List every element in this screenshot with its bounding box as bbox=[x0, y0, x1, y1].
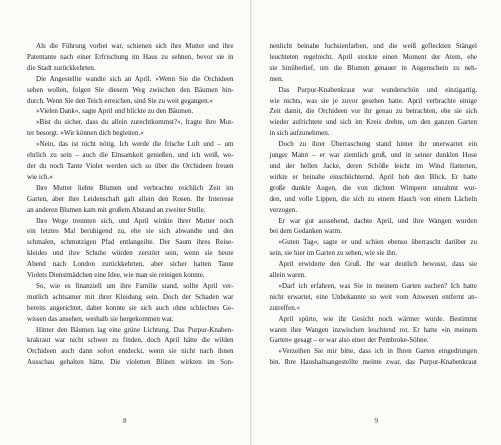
right-page-text bbox=[270, 41, 478, 368]
text-line: große dunkle Augen, die von dichten Wimpern umrahmt wur- bbox=[269, 183, 477, 192]
text-line: »Guten Tag«, sagte er und schien ebenso überrascht darüber zu bbox=[278, 238, 477, 247]
text-line: Das Purpur-Knabenkraut war wunderschön und einzigartig, bbox=[278, 85, 477, 94]
text-line: Die Angestellte wandte sich an April. »Wenn Sie die Orchideen bbox=[36, 74, 234, 83]
text-line: Abend nach London zurückkehrten, aber sicher hatten Tante bbox=[27, 260, 234, 269]
text-line: und der hellen Jacke, deren Schöße leicht im Wind flatterten, bbox=[269, 161, 477, 170]
text-line: »Bist du sicher, dass du allein zurechtkommst?«, fragte ihre Mut- bbox=[36, 118, 234, 127]
text-line: April erwiderte den Gruß. Ihr war deutlich bewusst, dass sie bbox=[278, 260, 477, 269]
text-line: Doch zu ihrer Überraschung stand hinter ihr unerwartet ein bbox=[278, 140, 477, 149]
text-line: den, und volle Lippen, die sich zu einem Hauch von einem Lächeln bbox=[269, 194, 477, 203]
right-page bbox=[252, 0, 501, 445]
text-line: Zeit damit, die Orchideen vor ihr genau zu betrachten, ehe sie sich bbox=[269, 107, 477, 116]
left-page-number: 8 bbox=[123, 417, 127, 425]
text-line: sein, sie hier im Garten zu sehen, wie sie ihn. bbox=[269, 249, 398, 258]
text-line: Orchideen auch dann sofort entdeckt, wenn sie nicht nach ihnen bbox=[27, 347, 234, 356]
text-line: schmalen, schmutzigen Pfad entlangeilte. Der Saum ihres Reise- bbox=[27, 238, 234, 247]
text-line: ter besorgt. »Wir können dich begleiten.« bbox=[27, 129, 144, 138]
text-line: Hinter den Bäumen lag eine grüne Lichtung. Das Purpur-Knaben- bbox=[36, 325, 234, 334]
text-line: bei dem Gedanken warm. bbox=[269, 227, 342, 236]
text-line: wieder aufrichtete und sich im Kreis drehte, um den ganzen Garten bbox=[269, 118, 477, 127]
text-line: wissen das ansehen, weshalb sie hergekommen war. bbox=[27, 314, 174, 323]
text-line: leuchteten regelrecht. April stockte einen Moment der Atem, ehe bbox=[269, 52, 477, 61]
text-line: ehrlich zu sein – auch die Einsamkeit genießen, und ich weiß, we- bbox=[27, 151, 234, 160]
text-line: men. bbox=[269, 74, 284, 83]
text-line: ein letztes Mal beruhigend zu, ehe sie sich abwandte und den bbox=[27, 227, 234, 236]
text-line: »Vielen Dank«, sagte April und blickte zu den Bäumen. bbox=[36, 107, 194, 116]
text-line: So, wie es finanziell um ihre Familie stand, sollte April ver- bbox=[36, 281, 234, 290]
text-line: wie nichts, was sie je zuvor gesehen hatte. April verbrachte einige bbox=[269, 96, 477, 105]
text-line: bereits angerichtet, daher konnte sie sich auch ohne schlechtes Ge- bbox=[27, 303, 234, 312]
text-line: nenlicht beinahe fuchsienfarben, und die weiß gefleckten Stängel bbox=[269, 42, 477, 50]
text-line: Patentante nach einer Erfrischung im Haus zu sehnen, bevor sie in bbox=[27, 52, 234, 61]
text-line: kleides und ihre Schuhe würden zerstört sein, wenn sie heute bbox=[27, 249, 234, 258]
text-line: der du noch Tante Violet werden sich so über die Orchideen freuen bbox=[27, 161, 234, 170]
text-line: in sich aufzunehmen. bbox=[269, 129, 330, 138]
text-line: nicht erwartet, eine Unbekannte so weit vom Anwesen entfernt an- bbox=[269, 292, 477, 301]
text-line: Ihre Wege trennten sich, und April winkte ihrer Mutter noch bbox=[36, 216, 234, 225]
text-line: krakraut war nicht schwer zu finden, doch April hätte die wilden bbox=[27, 336, 234, 345]
text-line: Als die Führung vorbei war, schienen sich ihre Mutter und ihre bbox=[36, 42, 234, 50]
text-line: bin. Ihre Haushaltsangestellte meinte zwar, das Purpur-Knabenkraut bbox=[269, 358, 477, 367]
text-line: zutreffen.« bbox=[269, 303, 301, 312]
left-page-text bbox=[27, 41, 234, 368]
right-page-number: 9 bbox=[374, 417, 378, 425]
text-line: wie ich.« bbox=[27, 172, 53, 181]
text-line: mutlich achtsamer mit ihrer Kleidung sein. Doch der Schaden war bbox=[27, 292, 234, 301]
text-line: »Nein, das ist nicht nötig. Ich werde die frische Luft und – um bbox=[36, 140, 234, 149]
text-line: Ihre Mutter liebte Blumen und verbrachte reichlich Zeit im bbox=[36, 183, 234, 192]
text-line: durch. Wenn Sie den Teich erreichen, sind Sie zu weit gegangen.« bbox=[27, 96, 213, 105]
text-line: Garten« gesagt – er war also einer der Pembroke-Söhne. bbox=[269, 336, 429, 345]
text-line: sehen wollen, folgen Sie diesem Weg zwischen den Bäumen hin- bbox=[27, 85, 234, 94]
text-line: Er war gut aussehend, dachte April, und ihre Wangen wurden bbox=[278, 216, 477, 225]
text-line: »Darf ich erfahren, was Sie in meinem Garten suchen? Ich hatte bbox=[278, 281, 477, 290]
text-line: waren ihre Wangen inzwischen leuchtend rot. Er hatte »in meinem bbox=[269, 325, 477, 334]
text-line: allein waren. bbox=[269, 271, 306, 280]
text-line: Violets Dienstmädchen eine Idee, wie man sie reinigen konnte. bbox=[27, 271, 205, 280]
text-line: verzogen. bbox=[269, 205, 298, 214]
book-gutter bbox=[250, 0, 251, 445]
text-line: an anderen Blumen kam mit großem Abstand an zweiter Stelle. bbox=[27, 205, 206, 214]
text-line: die Stadt zurückkehrten. bbox=[27, 63, 96, 72]
left-page bbox=[0, 0, 250, 445]
text-line: wirkte er beinahe einschüchternd. April hob den Blick. Er hatte bbox=[269, 172, 477, 181]
text-line: Ausschau gehalten hätte. Die violetten Blüten wirkten im Son- bbox=[27, 358, 234, 367]
text-line: April spürte, wie ihr Gesicht noch wärmer wurde. Bestimmt bbox=[278, 314, 477, 323]
text-line: »Verzeihen Sie mir bitte, dass ich in Ihren Garten eingedrungen bbox=[278, 347, 477, 356]
text-line: sie hinüberlief, um die Blumen genauer in Augenschein zu neh- bbox=[269, 63, 477, 72]
text-line: junger Mann – er war ziemlich groß, und in seiner dunklen Hose bbox=[269, 151, 477, 160]
text-line: Garten, aber ihre Leidenschaft galt allein den Rosen. Ihr Interesse bbox=[27, 194, 234, 203]
